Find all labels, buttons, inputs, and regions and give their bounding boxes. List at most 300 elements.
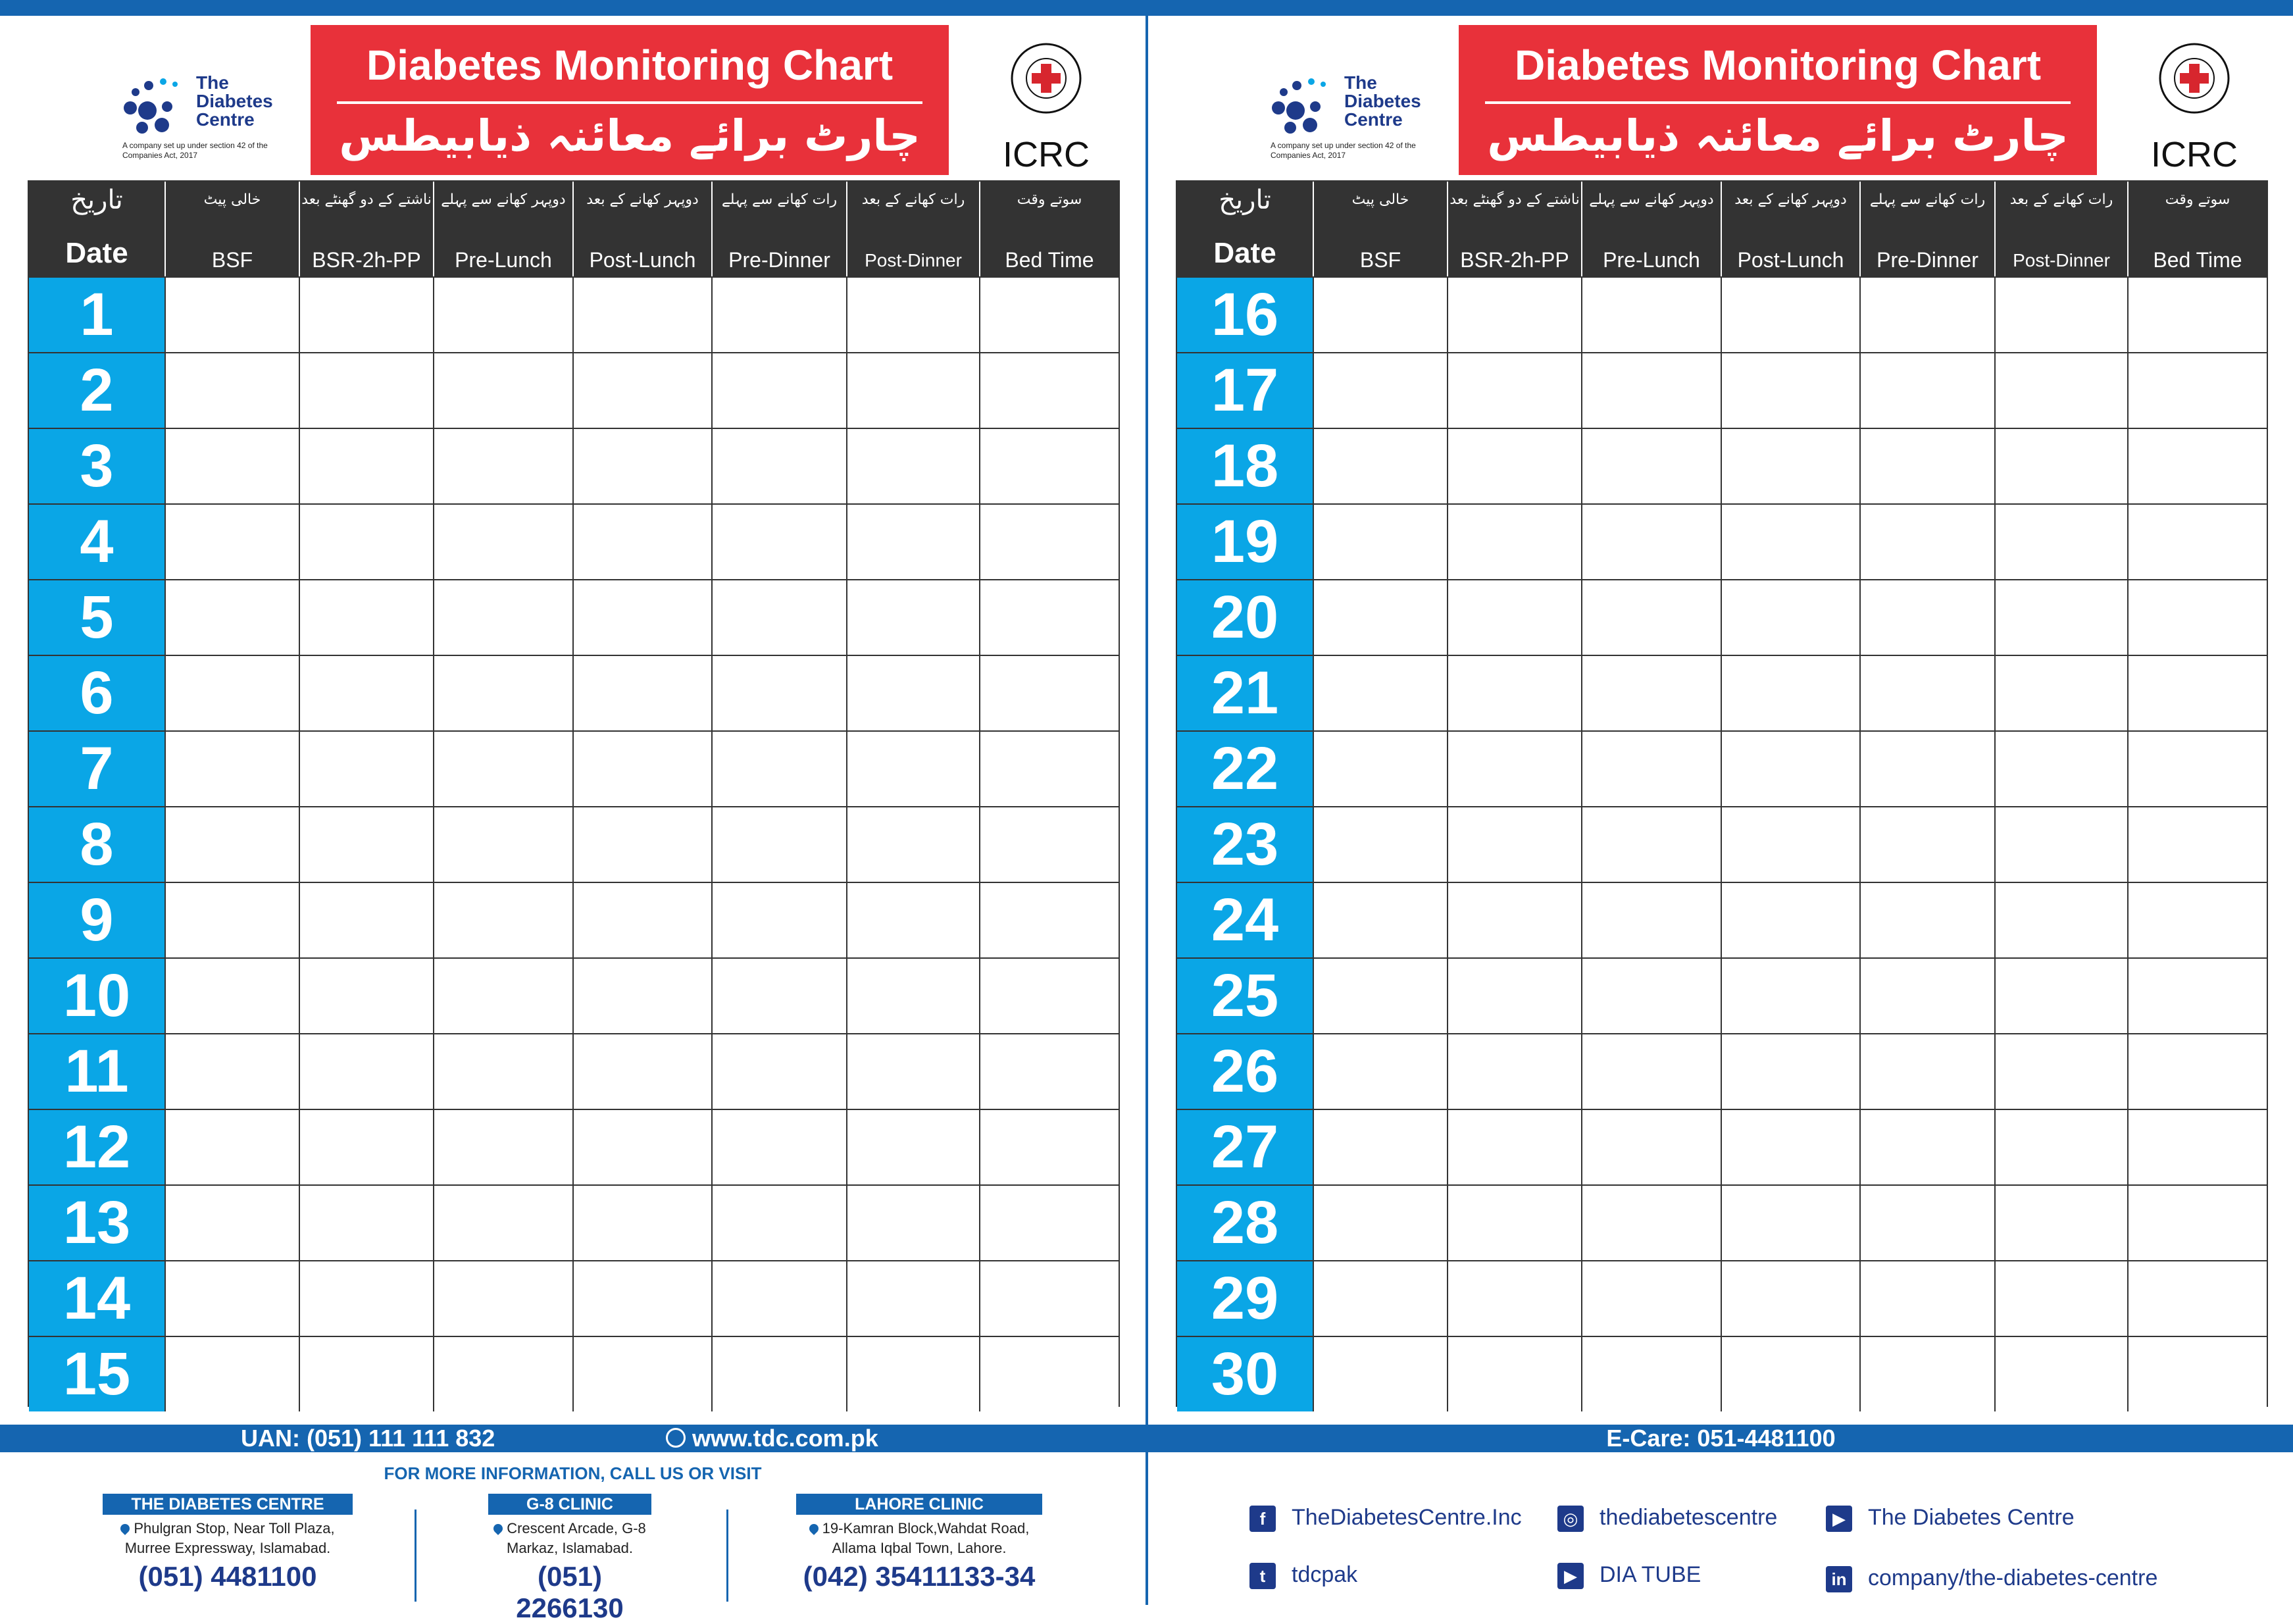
social-instagram[interactable]: ◎ thediabetescentre: [1557, 1505, 1777, 1532]
table-row: [29, 1033, 1119, 1109]
reading-cell-post-lunch[interactable]: [572, 1034, 711, 1109]
reading-cell-pre-lunch[interactable]: [433, 807, 572, 882]
reading-cell-post-lunch[interactable]: [1721, 1186, 1859, 1260]
reading-cell-pre-lunch[interactable]: [1581, 883, 1721, 957]
table-row: [1177, 730, 2267, 806]
reading-cell-bsr-2h-pp[interactable]: [299, 1110, 433, 1184]
clinic-address: Phulgran Stop, Near Toll Plaza, Murree Expressway, Islamabad.: [103, 1519, 353, 1558]
reading-cell-bsr-2h-pp[interactable]: [299, 1261, 433, 1336]
date-cell: 2: [29, 353, 164, 428]
reading-cell-post-dinner[interactable]: [846, 732, 979, 806]
reading-cell-pre-lunch[interactable]: [433, 1337, 572, 1411]
table-header: [29, 182, 1119, 276]
reading-cell-bsr-2h-pp[interactable]: [1447, 883, 1581, 957]
reading-cell-pre-dinner[interactable]: [711, 1034, 846, 1109]
social-dia-tube[interactable]: ▶ DIA TUBE: [1557, 1562, 1701, 1589]
date-cell: 23: [1177, 807, 1313, 882]
reading-cell-post-lunch[interactable]: [1721, 580, 1859, 655]
reading-cell-post-dinner[interactable]: [846, 580, 979, 655]
reading-cell-pre-lunch[interactable]: [1581, 1186, 1721, 1260]
reading-cell-post-dinner[interactable]: [846, 883, 979, 957]
reading-cell-pre-lunch[interactable]: [433, 1186, 572, 1260]
reading-cell-post-dinner[interactable]: [1994, 1337, 2127, 1411]
reading-cell-pre-dinner[interactable]: [1859, 1186, 1994, 1260]
reading-cell-pre-dinner[interactable]: [711, 1186, 846, 1260]
reading-cell-bed-time[interactable]: [979, 1337, 1119, 1411]
reading-cell-bsf[interactable]: [164, 1261, 299, 1336]
table-row: [29, 276, 1119, 352]
reading-cell-bed-time[interactable]: [979, 429, 1119, 503]
reading-cell-bed-time[interactable]: [979, 1034, 1119, 1109]
reading-cell-bsr-2h-pp[interactable]: [1447, 1261, 1581, 1336]
date-cell: 22: [1177, 732, 1313, 806]
reading-cell-post-dinner[interactable]: [1994, 1110, 2127, 1184]
reading-cell-bed-time[interactable]: [979, 580, 1119, 655]
reading-cell-pre-lunch[interactable]: [1581, 1337, 1721, 1411]
reading-cell-post-dinner[interactable]: [1994, 807, 2127, 882]
col-post-lunch: دوپہر کھانے کے بعد Post-Lunch: [572, 182, 711, 276]
date-cell: 10: [29, 959, 164, 1033]
table-row: [29, 1336, 1119, 1411]
red-cross-seal-icon: [2158, 42, 2230, 114]
reading-cell-bsf[interactable]: [1313, 1110, 1447, 1184]
reading-cell-pre-lunch[interactable]: [1581, 505, 1721, 579]
reading-cell-pre-dinner[interactable]: [1859, 959, 1994, 1033]
reading-cell-pre-lunch[interactable]: [433, 732, 572, 806]
reading-cell-pre-lunch[interactable]: [1581, 732, 1721, 806]
date-cell: 26: [1177, 1034, 1313, 1109]
reading-cell-post-dinner[interactable]: [846, 505, 979, 579]
table-row: [29, 503, 1119, 579]
reading-cell-bsr-2h-pp[interactable]: [1447, 807, 1581, 882]
table-row: [29, 957, 1119, 1033]
reading-cell-bsf[interactable]: [1313, 1034, 1447, 1109]
reading-cell-bsf[interactable]: [164, 807, 299, 882]
reading-cell-pre-dinner[interactable]: [1859, 807, 1994, 882]
reading-cell-bsr-2h-pp[interactable]: [1447, 580, 1581, 655]
table-header: [1177, 182, 2267, 276]
reading-cell-pre-dinner[interactable]: [711, 580, 846, 655]
reading-cell-bed-time[interactable]: [2127, 807, 2267, 882]
date-cell: 25: [1177, 959, 1313, 1033]
reading-cell-post-dinner[interactable]: [846, 807, 979, 882]
reading-cell-bed-time[interactable]: [2127, 883, 2267, 957]
reading-cell-bed-time[interactable]: [979, 1186, 1119, 1260]
table-row: [1177, 882, 2267, 957]
reading-cell-bsf[interactable]: [1313, 580, 1447, 655]
reading-cell-pre-lunch[interactable]: [433, 959, 572, 1033]
reading-cell-post-lunch[interactable]: [1721, 1034, 1859, 1109]
clinic-lahore: [796, 1494, 1042, 1592]
reading-cell-post-dinner[interactable]: [846, 1186, 979, 1260]
reading-cell-pre-dinner[interactable]: [711, 807, 846, 882]
reading-cell-pre-lunch[interactable]: [433, 580, 572, 655]
table-row: [29, 428, 1119, 503]
reading-cell-post-lunch[interactable]: [572, 353, 711, 428]
reading-cell-bsf[interactable]: [164, 1034, 299, 1109]
col-pre-dinner: رات کھانے سے پہلے Pre-Dinner: [711, 182, 846, 276]
date-cell: 17: [1177, 353, 1313, 428]
reading-cell-post-lunch[interactable]: [1721, 883, 1859, 957]
more-info-text: FOR MORE INFORMATION, CALL US OR VISIT: [384, 1463, 762, 1483]
date-cell: 14: [29, 1261, 164, 1336]
clinic-g8: [488, 1494, 651, 1624]
website[interactable]: www.tdc.com.pk: [666, 1425, 878, 1452]
clinic-phone[interactable]: (051) 2266130: [516, 1561, 624, 1623]
social-facebook[interactable]: f TheDiabetesCentre.Inc: [1249, 1505, 1522, 1532]
reading-cell-bsr-2h-pp[interactable]: [299, 732, 433, 806]
reading-cell-pre-dinner[interactable]: [1859, 1110, 1994, 1184]
reading-cell-bed-time[interactable]: [979, 959, 1119, 1033]
reading-cell-post-lunch[interactable]: [572, 1186, 711, 1260]
reading-cell-pre-dinner[interactable]: [1859, 656, 1994, 730]
col-post-dinner: رات کھانے کے بعد Post-Dinner: [846, 182, 979, 276]
reading-cell-bsr-2h-pp[interactable]: [1447, 656, 1581, 730]
title-english: Diabetes Monitoring Chart: [366, 41, 894, 89]
reading-cell-post-dinner[interactable]: [1994, 959, 2127, 1033]
logo-dots-icon: [116, 67, 195, 140]
reading-cell-post-lunch[interactable]: [1721, 1261, 1859, 1336]
reading-cell-bsf[interactable]: [1313, 656, 1447, 730]
social-linkedin[interactable]: in company/the-diabetes-centre: [1826, 1565, 2157, 1592]
reading-cell-post-lunch[interactable]: [572, 1261, 711, 1336]
reading-cell-bed-time[interactable]: [2127, 1261, 2267, 1336]
table-row: [1177, 1336, 2267, 1411]
reading-cell-bed-time[interactable]: [979, 1261, 1119, 1336]
reading-cell-post-dinner[interactable]: [846, 1337, 979, 1411]
reading-cell-pre-dinner[interactable]: [711, 1110, 846, 1184]
location-pin-icon: [491, 1522, 505, 1535]
reading-cell-bsf[interactable]: [164, 429, 299, 503]
reading-cell-pre-dinner[interactable]: [711, 1261, 846, 1336]
reading-cell-post-lunch[interactable]: [572, 732, 711, 806]
reading-cell-bed-time[interactable]: [2127, 959, 2267, 1033]
date-cell: 21: [1177, 656, 1313, 730]
reading-cell-bed-time[interactable]: [2127, 1110, 2267, 1184]
reading-cell-bed-time[interactable]: [979, 278, 1119, 352]
date-cell: 28: [1177, 1186, 1313, 1260]
table-row: [29, 882, 1119, 957]
reading-cell-bsr-2h-pp[interactable]: [1447, 278, 1581, 352]
reading-cell-pre-lunch[interactable]: [1581, 1110, 1721, 1184]
reading-cell-pre-lunch[interactable]: [1581, 656, 1721, 730]
diabetes-centre-logo: [112, 55, 309, 167]
date-cell: 7: [29, 732, 164, 806]
reading-cell-bsf[interactable]: [1313, 353, 1447, 428]
reading-cell-bed-time[interactable]: [979, 656, 1119, 730]
reading-cell-post-dinner[interactable]: [846, 1110, 979, 1184]
date-cell: 9: [29, 883, 164, 957]
reading-cell-bed-time[interactable]: [2127, 1034, 2267, 1109]
reading-cell-post-lunch[interactable]: [1721, 505, 1859, 579]
reading-cell-bed-time[interactable]: [2127, 353, 2267, 428]
reading-cell-bed-time[interactable]: [2127, 1337, 2267, 1411]
reading-cell-post-dinner[interactable]: [1994, 1034, 2127, 1109]
reading-cell-pre-lunch[interactable]: [433, 353, 572, 428]
reading-cell-bsr-2h-pp[interactable]: [1447, 429, 1581, 503]
reading-cell-pre-lunch[interactable]: [1581, 959, 1721, 1033]
reading-cell-bsf[interactable]: [1313, 807, 1447, 882]
reading-cell-pre-lunch[interactable]: [433, 429, 572, 503]
reading-cell-post-dinner[interactable]: [846, 429, 979, 503]
reading-cell-bsf[interactable]: [164, 1110, 299, 1184]
reading-cell-bed-time[interactable]: [979, 732, 1119, 806]
reading-cell-post-lunch[interactable]: [572, 959, 711, 1033]
reading-cell-bsr-2h-pp[interactable]: [1447, 732, 1581, 806]
date-cell: 24: [1177, 883, 1313, 957]
reading-cell-pre-dinner[interactable]: [1859, 1034, 1994, 1109]
reading-cell-bed-time[interactable]: [979, 505, 1119, 579]
reading-cell-post-lunch[interactable]: [572, 656, 711, 730]
reading-cell-pre-lunch[interactable]: [1581, 807, 1721, 882]
reading-cell-pre-dinner[interactable]: [1859, 278, 1994, 352]
date-cell: 18: [1177, 429, 1313, 503]
reading-cell-post-dinner[interactable]: [1994, 1261, 2127, 1336]
reading-cell-post-dinner[interactable]: [846, 353, 979, 428]
reading-cell-pre-dinner[interactable]: [711, 656, 846, 730]
reading-cell-post-dinner[interactable]: [1994, 656, 2127, 730]
reading-cell-bsr-2h-pp[interactable]: [1447, 959, 1581, 1033]
col-post-dinner: رات کھانے کے بعد Post-Dinner: [1994, 182, 2127, 276]
reading-cell-pre-dinner[interactable]: [711, 732, 846, 806]
reading-cell-bsf[interactable]: [164, 278, 299, 352]
reading-cell-bsr-2h-pp[interactable]: [299, 1186, 433, 1260]
reading-cell-pre-dinner[interactable]: [1859, 353, 1994, 428]
date-cell: 19: [1177, 505, 1313, 579]
date-cell: 3: [29, 429, 164, 503]
clinic-phone[interactable]: (051) 4481100: [138, 1561, 317, 1592]
clinic-diabetes-centre: [103, 1494, 353, 1592]
social-twitter[interactable]: t tdcpak: [1249, 1562, 1357, 1589]
reading-cell-pre-lunch[interactable]: [1581, 278, 1721, 352]
table-row: [29, 1184, 1119, 1260]
reading-cell-pre-dinner[interactable]: [1859, 883, 1994, 957]
location-pin-icon: [118, 1522, 132, 1535]
title-urdu: چارٹ برائے معائنہ ذیابیطس: [339, 111, 920, 161]
reading-cell-bed-time[interactable]: [979, 353, 1119, 428]
reading-cell-post-dinner[interactable]: [1994, 732, 2127, 806]
reading-cell-bsf[interactable]: [1313, 1337, 1447, 1411]
table-row: [1177, 579, 2267, 655]
reading-cell-bed-time[interactable]: [2127, 732, 2267, 806]
linkedin-icon: in: [1826, 1566, 1852, 1592]
reading-cell-post-lunch[interactable]: [1721, 959, 1859, 1033]
icrc-logo: [2142, 42, 2247, 180]
reading-cell-pre-dinner[interactable]: [711, 1337, 846, 1411]
reading-cell-post-lunch[interactable]: [1721, 1110, 1859, 1184]
reading-cell-post-dinner[interactable]: [1994, 883, 2127, 957]
reading-cell-post-lunch[interactable]: [1721, 732, 1859, 806]
reading-cell-pre-dinner[interactable]: [711, 505, 846, 579]
globe-icon: [666, 1428, 686, 1448]
social-youtube[interactable]: ▶ The Diabetes Centre: [1826, 1505, 2075, 1532]
reading-cell-bsf[interactable]: [164, 580, 299, 655]
reading-cell-pre-dinner[interactable]: [1859, 1337, 1994, 1411]
reading-cell-bsf[interactable]: [1313, 505, 1447, 579]
table-row: [29, 1109, 1119, 1184]
reading-cell-bsr-2h-pp[interactable]: [299, 656, 433, 730]
date-cell: 20: [1177, 580, 1313, 655]
reading-cell-bsr-2h-pp[interactable]: [1447, 505, 1581, 579]
date-cell: 1: [29, 278, 164, 352]
reading-cell-bsf[interactable]: [164, 353, 299, 428]
table-row: [29, 1260, 1119, 1336]
reading-cell-post-lunch[interactable]: [1721, 278, 1859, 352]
title-rule: [1485, 101, 2071, 104]
reading-cell-pre-lunch[interactable]: [433, 1110, 572, 1184]
date-cell: 16: [1177, 278, 1313, 352]
col-bed-time: سوتے وقت Bed Time: [2127, 182, 2267, 276]
reading-cell-bsr-2h-pp[interactable]: [1447, 1110, 1581, 1184]
instagram-icon: ◎: [1557, 1506, 1584, 1532]
reading-cell-bsr-2h-pp[interactable]: [299, 505, 433, 579]
reading-cell-bsf[interactable]: [164, 505, 299, 579]
reading-cell-pre-lunch[interactable]: [1581, 429, 1721, 503]
clinic-phone[interactable]: (042) 35411133-34: [803, 1561, 1036, 1592]
reading-cell-post-dinner[interactable]: [1994, 580, 2127, 655]
table-row: [29, 655, 1119, 730]
title-english: Diabetes Monitoring Chart: [1514, 41, 2042, 89]
reading-cell-pre-lunch[interactable]: [433, 1261, 572, 1336]
reading-cell-bed-time[interactable]: [2127, 278, 2267, 352]
reading-cell-post-lunch[interactable]: [572, 1110, 711, 1184]
clinic-divider: [726, 1510, 728, 1602]
reading-cell-pre-lunch[interactable]: [433, 883, 572, 957]
reading-cell-bsf[interactable]: [164, 1186, 299, 1260]
col-bsf: خالی پیٹ BSF: [164, 182, 299, 276]
reading-cell-bsr-2h-pp[interactable]: [299, 883, 433, 957]
reading-cell-post-lunch[interactable]: [572, 429, 711, 503]
reading-cell-bsf[interactable]: [1313, 732, 1447, 806]
reading-cell-bed-time[interactable]: [979, 883, 1119, 957]
table-row: [29, 806, 1119, 882]
reading-cell-post-dinner[interactable]: [846, 959, 979, 1033]
title-urdu: چارٹ برائے معائنہ ذیابیطس: [1487, 111, 2069, 161]
reading-cell-post-dinner[interactable]: [1994, 429, 2127, 503]
reading-cell-post-lunch[interactable]: [572, 505, 711, 579]
reading-cell-post-lunch[interactable]: [572, 1337, 711, 1411]
date-cell: 15: [29, 1337, 164, 1411]
reading-cell-bsr-2h-pp[interactable]: [299, 278, 433, 352]
clinic-name: G-8 CLINIC: [488, 1494, 651, 1515]
table-row: [1177, 352, 2267, 428]
reading-cell-bsr-2h-pp[interactable]: [299, 1034, 433, 1109]
reading-cell-post-lunch[interactable]: [572, 278, 711, 352]
reading-cell-bsr-2h-pp[interactable]: [299, 429, 433, 503]
reading-cell-post-dinner[interactable]: [846, 656, 979, 730]
icrc-logo: [994, 42, 1099, 180]
date-cell: 8: [29, 807, 164, 882]
reading-cell-post-lunch[interactable]: [1721, 656, 1859, 730]
title-rule: [337, 101, 922, 104]
reading-cell-post-dinner[interactable]: [846, 278, 979, 352]
reading-cell-bsf[interactable]: [1313, 429, 1447, 503]
reading-cell-pre-lunch[interactable]: [433, 278, 572, 352]
clinic-divider: [415, 1510, 416, 1602]
reading-cell-bed-time[interactable]: [2127, 656, 2267, 730]
reading-cell-bsr-2h-pp[interactable]: [1447, 1337, 1581, 1411]
reading-cell-bsr-2h-pp[interactable]: [299, 807, 433, 882]
reading-cell-bsf[interactable]: [1313, 883, 1447, 957]
reading-cell-bsf[interactable]: [164, 883, 299, 957]
reading-cell-post-dinner[interactable]: [846, 1034, 979, 1109]
reading-cell-pre-dinner[interactable]: [711, 429, 846, 503]
reading-cell-pre-dinner[interactable]: [1859, 732, 1994, 806]
reading-cell-bed-time[interactable]: [2127, 505, 2267, 579]
reading-cell-pre-dinner[interactable]: [711, 278, 846, 352]
reading-cell-bsr-2h-pp[interactable]: [1447, 353, 1581, 428]
reading-cell-bsr-2h-pp[interactable]: [1447, 1186, 1581, 1260]
reading-cell-bsf[interactable]: [164, 959, 299, 1033]
reading-cell-bsr-2h-pp[interactable]: [299, 353, 433, 428]
date-cell: 30: [1177, 1337, 1313, 1411]
reading-cell-bed-time[interactable]: [2127, 1186, 2267, 1260]
reading-cell-bsf[interactable]: [1313, 1186, 1447, 1260]
reading-cell-post-lunch[interactable]: [1721, 353, 1859, 428]
reading-cell-post-lunch[interactable]: [1721, 429, 1859, 503]
reading-cell-bsf[interactable]: [164, 732, 299, 806]
reading-cell-post-lunch[interactable]: [572, 580, 711, 655]
reading-cell-pre-dinner[interactable]: [1859, 580, 1994, 655]
reading-cell-bed-time[interactable]: [979, 1110, 1119, 1184]
reading-cell-bsf[interactable]: [1313, 959, 1447, 1033]
reading-cell-pre-dinner[interactable]: [1859, 429, 1994, 503]
reading-cell-bsf[interactable]: [164, 1337, 299, 1411]
reading-cell-bed-time[interactable]: [2127, 429, 2267, 503]
reading-cell-pre-dinner[interactable]: [1859, 505, 1994, 579]
reading-cell-pre-lunch[interactable]: [433, 505, 572, 579]
reading-cell-post-dinner[interactable]: [1994, 278, 2127, 352]
reading-cell-pre-lunch[interactable]: [433, 656, 572, 730]
reading-cell-post-lunch[interactable]: [572, 807, 711, 882]
footer-bar: [1148, 1425, 2293, 1452]
reading-cell-bsr-2h-pp[interactable]: [299, 1337, 433, 1411]
reading-cell-bsf[interactable]: [164, 656, 299, 730]
reading-cell-post-dinner[interactable]: [1994, 353, 2127, 428]
youtube-icon: ▶: [1557, 1563, 1584, 1589]
reading-cell-post-dinner[interactable]: [1994, 1186, 2127, 1260]
reading-cell-pre-lunch[interactable]: [1581, 580, 1721, 655]
reading-cell-post-lunch[interactable]: [1721, 807, 1859, 882]
reading-cell-bsr-2h-pp[interactable]: [1447, 1034, 1581, 1109]
reading-cell-pre-dinner[interactable]: [711, 883, 846, 957]
reading-cell-post-lunch[interactable]: [572, 883, 711, 957]
reading-cell-bsf[interactable]: [1313, 278, 1447, 352]
reading-cell-bed-time[interactable]: [979, 807, 1119, 882]
date-cell: 13: [29, 1186, 164, 1260]
icrc-label: ICRC: [2151, 135, 2238, 174]
table-row: [1177, 503, 2267, 579]
reading-cell-pre-lunch[interactable]: [1581, 1034, 1721, 1109]
reading-cell-bsr-2h-pp[interactable]: [299, 959, 433, 1033]
diabetes-centre-logo: [1260, 55, 1457, 167]
reading-cell-pre-lunch[interactable]: [1581, 353, 1721, 428]
reading-cell-pre-dinner[interactable]: [711, 959, 846, 1033]
reading-cell-bsr-2h-pp[interactable]: [299, 580, 433, 655]
reading-cell-bed-time[interactable]: [2127, 580, 2267, 655]
reading-cell-pre-dinner[interactable]: [711, 353, 846, 428]
reading-cell-pre-lunch[interactable]: [1581, 1261, 1721, 1336]
reading-cell-post-lunch[interactable]: [1721, 1337, 1859, 1411]
icrc-label: ICRC: [1003, 135, 1090, 174]
reading-cell-bsf[interactable]: [1313, 1261, 1447, 1336]
reading-cell-pre-lunch[interactable]: [433, 1034, 572, 1109]
monitoring-table: [28, 180, 1120, 1407]
reading-cell-post-dinner[interactable]: [1994, 505, 2127, 579]
reading-cell-pre-dinner[interactable]: [1859, 1261, 1994, 1336]
table-row: [1177, 1260, 2267, 1336]
reading-cell-post-dinner[interactable]: [846, 1261, 979, 1336]
